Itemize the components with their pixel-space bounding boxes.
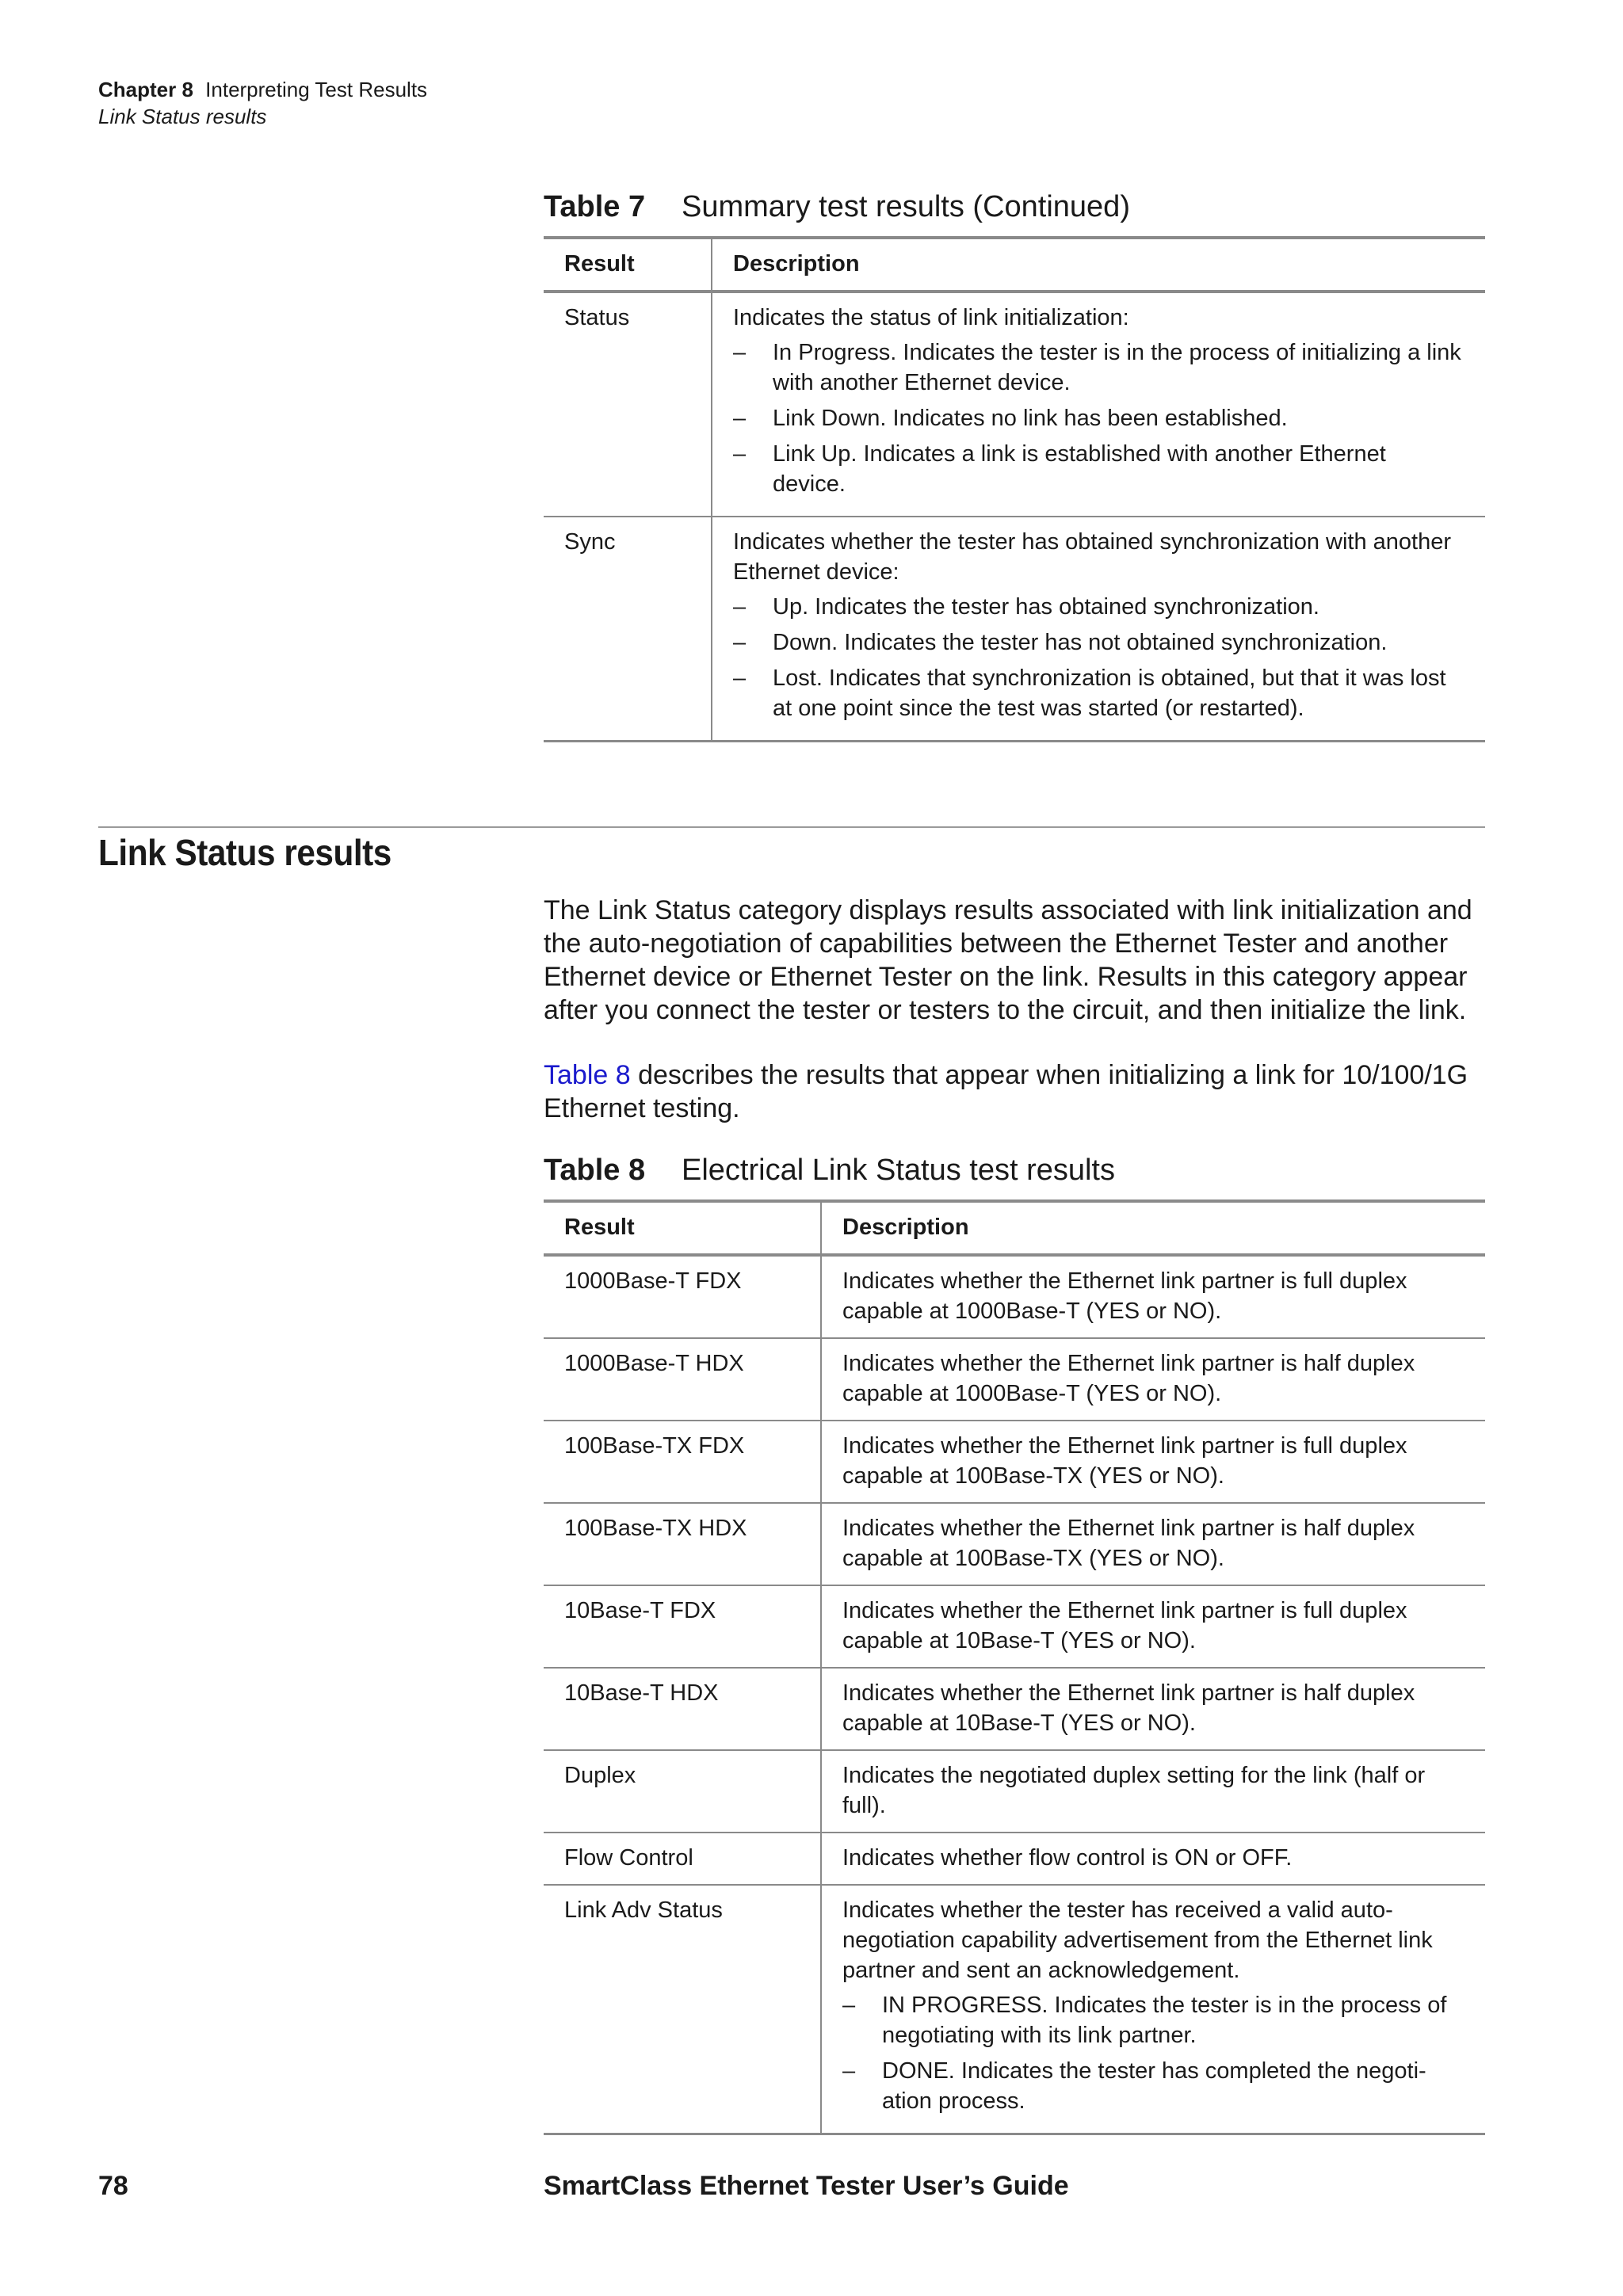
table8-title: Electrical Link Status test results	[682, 1154, 1115, 1187]
result-cell: Sync	[544, 517, 712, 742]
table-row	[544, 1338, 1485, 1421]
column-header-result: Result	[544, 238, 712, 292]
running-section: Link Status results	[98, 105, 267, 128]
column-header-description: Description	[712, 238, 1485, 292]
description-cell: Indicates whether the Ethernet link partner is full duplex capable at 10Base-T (YES or NO).	[821, 1585, 1485, 1668]
result-cell: 10Base-T FDX	[544, 1585, 821, 1668]
list-item: – Lost. Indicates that synchronization is obtained, but that it was lost at one point since the test was started (or restarted).	[733, 663, 1465, 723]
description-intro: Indicates the status of link initialization:	[733, 305, 1129, 330]
section-divider	[98, 826, 1485, 828]
description-cell: Indicates whether the Ethernet link partner is half duplex capable at 1000Base-T (YES or NO).	[821, 1338, 1485, 1421]
table-row	[544, 1585, 1485, 1668]
table8	[544, 1199, 1485, 2135]
section-body	[544, 894, 1485, 2135]
running-header	[98, 76, 427, 130]
result-cell: Status	[544, 292, 712, 517]
table7	[544, 236, 1485, 742]
table7-caption	[544, 187, 1485, 227]
bullet-list	[733, 592, 1465, 723]
table-row	[544, 1503, 1485, 1585]
description-intro: Indicates whether the tester has received a valid auto-negotiation capability advertisement from the Ethernet link partner and sent an acknowledgement.	[842, 1897, 1433, 1983]
result-cell: 100Base-TX HDX	[544, 1503, 821, 1585]
description-cell	[821, 1885, 1485, 2134]
description-intro: Indicates whether the tester has obtained synchronization with another Ethernet device:	[733, 529, 1451, 585]
bullet-list	[842, 1990, 1465, 2116]
table7-block	[544, 187, 1485, 742]
description-cell: Indicates the negotiated duplex setting for the link (half or full).	[821, 1750, 1485, 1833]
table-row	[544, 292, 1485, 517]
result-cell: 1000Base-T HDX	[544, 1338, 821, 1421]
chapter-label: Chapter 8	[98, 78, 193, 101]
book-title: SmartClass Ethernet Tester User’s Guide	[544, 2171, 1069, 2201]
list-item: – Link Down. Indicates no link has been established.	[733, 403, 1465, 433]
section-heading: Link Status results	[98, 832, 391, 873]
table-row	[544, 517, 1485, 742]
table8-number: Table 8	[544, 1154, 646, 1187]
table-reference-text: describes the results that appear when initializing a link for 10/100/1G Ethernet testing.	[544, 1060, 1468, 1123]
column-header-description: Description	[821, 1201, 1485, 1255]
list-item: – In Progress. Indicates the tester is in the process of initializing a link with another Ethernet device.	[733, 338, 1465, 398]
result-cell: Link Adv Status	[544, 1885, 821, 2134]
list-item: – Link Up. Indicates a link is established with another Ethernet device.	[733, 439, 1465, 499]
result-cell: 1000Base-T FDX	[544, 1255, 821, 1338]
column-header-result: Result	[544, 1201, 821, 1255]
table-row	[544, 1885, 1485, 2134]
description-cell	[712, 292, 1485, 517]
description-cell: Indicates whether the Ethernet link partner is full duplex capable at 1000Base-T (YES or NO).	[821, 1255, 1485, 1338]
description-cell: Indicates whether the Ethernet link partner is half duplex capable at 10Base-T (YES or NO).	[821, 1668, 1485, 1750]
description-cell: Indicates whether the Ethernet link partner is full duplex capable at 100Base-TX (YES or NO).	[821, 1421, 1485, 1503]
table-header-row	[544, 1201, 1485, 1255]
page-number: 78	[98, 2171, 128, 2201]
list-item: – IN PROGRESS. Indicates the tester is in the process of negotiating with its link partner.	[842, 1990, 1465, 2050]
table8-caption	[544, 1150, 1485, 1190]
table-row	[544, 1668, 1485, 1750]
result-cell: Flow Control	[544, 1833, 821, 1885]
list-item: – DONE. Indicates the tester has completed the negoti-ation process.	[842, 2056, 1465, 2116]
description-cell	[712, 517, 1485, 742]
result-cell: 10Base-T HDX	[544, 1668, 821, 1750]
table-row	[544, 1750, 1485, 1833]
table-row	[544, 1255, 1485, 1338]
result-cell: 100Base-TX FDX	[544, 1421, 821, 1503]
table-header-row	[544, 238, 1485, 292]
table-row	[544, 1421, 1485, 1503]
table-reference-paragraph	[544, 1058, 1485, 1125]
result-cell: Duplex	[544, 1750, 821, 1833]
description-cell: Indicates whether flow control is ON or OFF.	[821, 1833, 1485, 1885]
table8-link[interactable]: Table 8	[544, 1060, 631, 1090]
table7-title: Summary test results (Continued)	[682, 190, 1130, 223]
list-item: – Up. Indicates the tester has obtained synchronization.	[733, 592, 1465, 622]
list-item: – Down. Indicates the tester has not obtained synchronization.	[733, 627, 1465, 658]
description-cell: Indicates whether the Ethernet link partner is half duplex capable at 100Base-TX (YES or NO).	[821, 1503, 1485, 1585]
intro-paragraph: The Link Status category displays results associated with link initialization and the auto-negotiation of capabilities between the Ethernet Tester and another Ethernet device or Ethernet Tester on the link. Results in this category appear after you connect the tester or testers to the circuit, and then initialize the link.	[544, 895, 1472, 1025]
chapter-title: Interpreting Test Results	[205, 78, 428, 101]
table7-number: Table 7	[544, 190, 646, 223]
bullet-list	[733, 338, 1465, 499]
table-row	[544, 1833, 1485, 1885]
